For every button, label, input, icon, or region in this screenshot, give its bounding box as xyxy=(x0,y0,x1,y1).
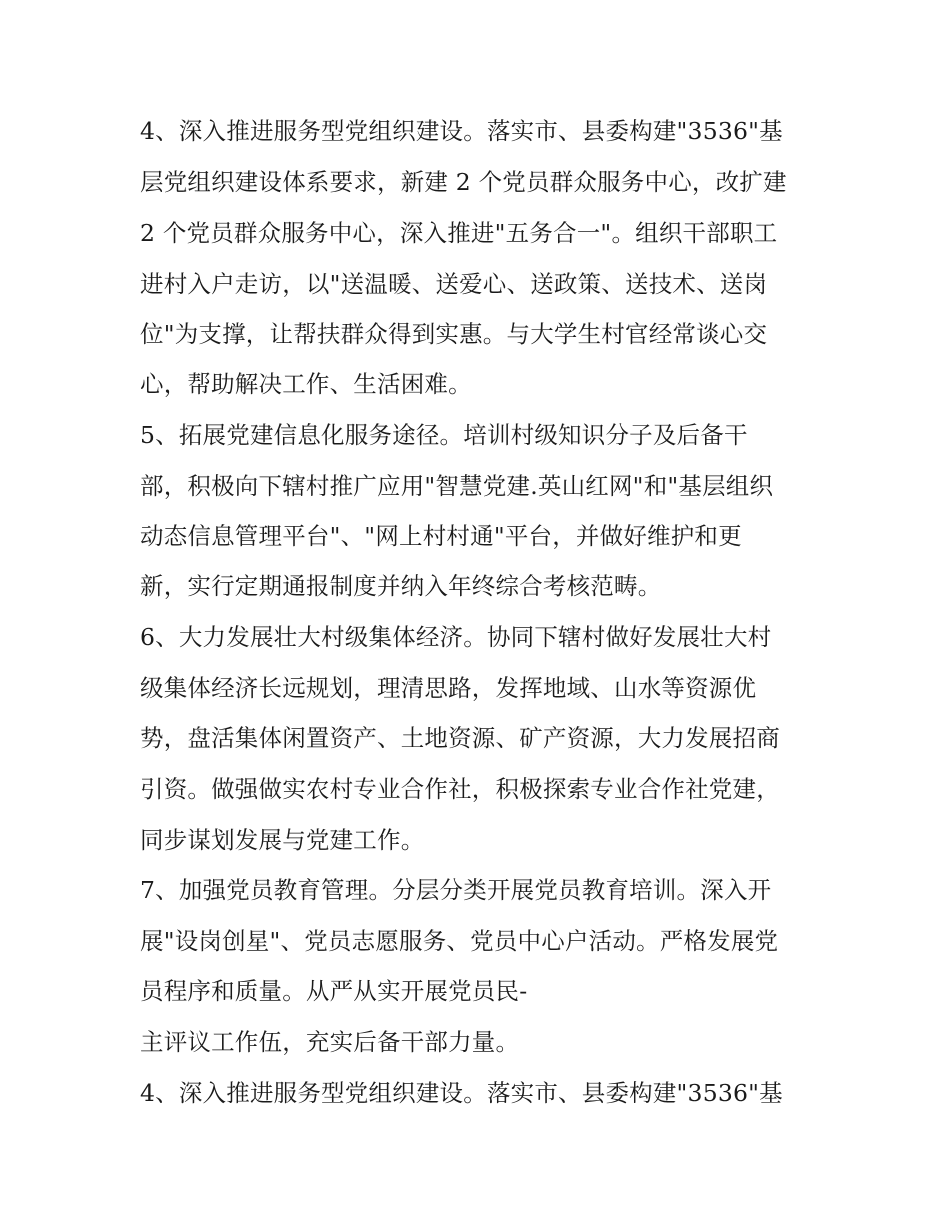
text-line: 4、深入推进服务型党组织建设。落实市、县委构建"3536"基 xyxy=(140,1079,783,1107)
text-line: 员程序和质量。从严从实开展党员民- xyxy=(140,977,528,1005)
text-line: 新，实行定期通报制度并纳入年终综合考核范畴。 xyxy=(140,572,662,600)
text-line: 2 个党员群众服务中心，深入推进"五务合一"。组织干部职工 xyxy=(140,219,778,247)
text-line: 展"设岗创星"、党员志愿服务、党员中心户活动。严格发展党 xyxy=(140,927,779,955)
text-line: 同步谋划发展与党建工作。 xyxy=(140,826,425,854)
text-line: 层党组织建设体系要求，新建 2 个党员群众服务中心，改扩建 xyxy=(140,168,787,196)
text-line: 6、大力发展壮大村级集体经济。协同下辖村做好发展壮大村 xyxy=(140,623,772,651)
text-line: 5、拓展党建信息化服务途径。培训村级知识分子及后备干 xyxy=(140,421,748,449)
text-line: 位"为支撑，让帮扶群众得到实惠。与大学生村官经常谈心交 xyxy=(140,320,768,348)
text-line: 心，帮助解决工作、生活困难。 xyxy=(140,370,472,398)
text-line: 主评议工作伍，充实后备干部力量。 xyxy=(140,1028,520,1056)
text-line: 引资。做强做实农村专业合作社，积极探索专业合作社党建， xyxy=(140,775,780,803)
text-line: 进村入户走访，以"送温暖、送爱心、送政策、送技术、送岗 xyxy=(140,270,768,298)
text-line: 势，盘活集体闲置资产、土地资源、矿产资源，大力发展招商 xyxy=(140,724,780,752)
text-line: 部，积极向下辖村推广应用"智慧党建.英山红网"和"基层组织 xyxy=(140,472,774,500)
text-line: 动态信息管理平台"、"网上村村通"平台，并做好维护和更 xyxy=(140,522,742,550)
text-line: 级集体经济长远规划，理清思路，发挥地域、山水等资源优 xyxy=(140,674,757,702)
text-line: 7、加强党员教育管理。分层分类开展党员教育培训。深入开 xyxy=(140,876,772,904)
text-line: 4、深入推进服务型党组织建设。落实市、县委构建"3536"基 xyxy=(140,117,783,145)
